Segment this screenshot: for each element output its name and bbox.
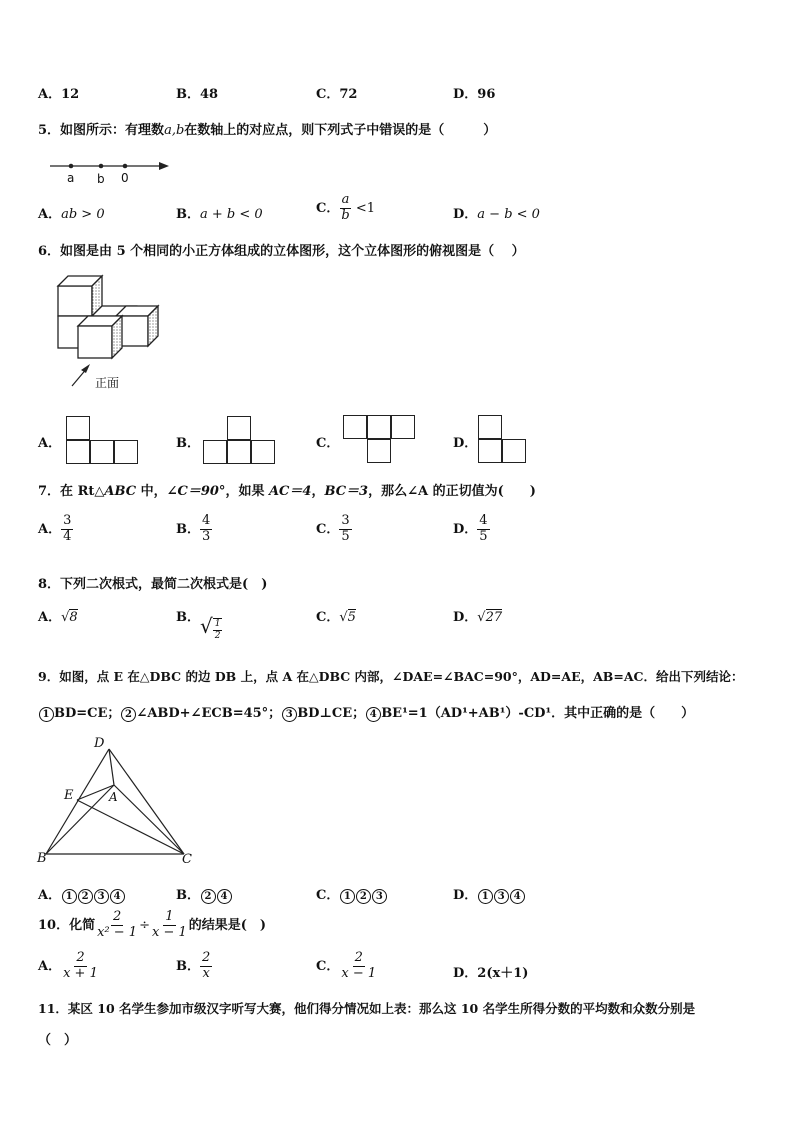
vertex-label-e: E xyxy=(64,788,74,803)
q7-option-c: C． $\frac{3}{5}$ xyxy=(316,513,350,544)
q8-option-c: C．√5 xyxy=(316,610,356,625)
number-line-arrow xyxy=(159,162,169,170)
q4-option-d: D．96 xyxy=(453,87,496,102)
q10-question: 10．化简 $\frac{2}{\text{x² − 1}}$ ÷ $\frac{1}{x - 1}$ 的结果是( ) xyxy=(38,909,267,940)
sqrt-icon: √ xyxy=(61,610,70,625)
triangle-figure xyxy=(36,736,200,868)
q9-question-line1: 9．如图，点 E 在△DBC 的边 DB 上，点 A 在△DBC 内部，∠DAE=∠BAC=90°，AD=AE，AB=AC．给出下列结论： xyxy=(38,669,744,684)
q8-question: 8．下列二次根式，最简二次根式是( ) xyxy=(38,577,268,592)
vertex-label-c: C xyxy=(182,852,192,867)
q9-option-b: B． 2 4 xyxy=(176,884,232,904)
q6-option-c-label: C． xyxy=(316,436,340,451)
q6-question: 6．如图是由 5 个相同的小正方体组成的立体图形，这个立体图形的俯视图是（ ） xyxy=(38,244,525,259)
q9-question-line2: 1 BD=CE； 2 ∠ABD+∠ECB=45°； 3 BD⊥CE； 4 BE¹=1（AD¹+AB¹）-CD¹．其中正确的是（ ） xyxy=(38,702,694,722)
axis-label-a: a xyxy=(67,171,75,185)
point-b xyxy=(99,164,104,169)
q4-option-c: C．72 xyxy=(316,87,358,102)
q7-option-d: D． $\frac{4}{5}$ xyxy=(453,513,488,544)
q9-option-c: C． 1 2 3 xyxy=(316,884,387,904)
q8-option-b-radical: √ $\frac{1}{2}$ xyxy=(200,614,221,641)
vertex-label-d: D xyxy=(94,736,105,751)
q5-question: 5．如图所示：有理数a,b在数轴上的对应点，则下列式子中错误的是（ ） xyxy=(38,123,497,138)
point-a xyxy=(69,164,74,169)
q6-option-b-figure xyxy=(203,416,279,466)
vertex-label-a: A xyxy=(109,790,118,804)
q6-option-d-label: D． xyxy=(453,436,478,451)
q10-option-d: D．2(x＋1) xyxy=(453,966,529,981)
q6-option-b-label: B． xyxy=(176,436,200,451)
q4-option-b: B．48 xyxy=(176,87,219,102)
sqrt-icon: √ xyxy=(200,614,213,638)
q8-option-a: A．√8 xyxy=(38,610,78,625)
q9-option-d: D． 1 3 4 xyxy=(453,884,525,904)
q9-option-a: A． 1 2 3 4 xyxy=(38,884,125,904)
sqrt-icon: √ xyxy=(477,610,486,625)
q10-option-a: A． $\frac{2}{x + 1}$ xyxy=(38,950,98,981)
q11-question-line2: （ ） xyxy=(38,1033,78,1048)
axis-label-b: b xyxy=(97,172,105,186)
q8-option-b: B． xyxy=(176,610,200,625)
q10-option-c: C． $\frac{2}{x - 1}$ xyxy=(316,950,377,981)
q11-question-line1: 11．某区 10 名学生参加市级汉字听写大赛，他们得分情况如上表：那么这 10 名学生所得分数的平均数和众数分别是 xyxy=(38,1001,696,1016)
vertex-label-b: B xyxy=(37,851,47,866)
sqrt-icon: √ xyxy=(339,610,348,625)
q7-question: 7．在 Rt△ABC 中，∠C＝90°，如果 AC＝4，BC＝3，那么∠A 的正切值为( ) xyxy=(38,484,536,499)
q5-option-a: A．ab > 0 xyxy=(38,207,105,222)
q4-option-a: A．12 xyxy=(38,87,80,102)
q7-option-a: A． $\frac{3}{4}$ xyxy=(38,513,72,544)
q7-option-b: B． $\frac{4}{3}$ xyxy=(176,513,211,544)
q6-option-a-label: A． xyxy=(38,436,62,451)
q8-option-d: D．√27 xyxy=(453,610,503,625)
q5-option-d: D．a − b < 0 xyxy=(453,207,540,222)
q5-option-c: C． $\frac{a}{b}$ <1 xyxy=(316,192,375,223)
number-line-figure xyxy=(45,155,175,187)
q10-option-b: B． $\frac{2}{x}$ xyxy=(176,950,211,981)
q6-option-c-figure xyxy=(343,415,419,465)
front-view-label: 正面 xyxy=(95,376,120,390)
point-zero xyxy=(123,164,128,169)
axis-label-zero: 0 xyxy=(121,171,129,185)
q6-option-d-figure xyxy=(478,415,530,465)
q5-option-b: B．a + b < 0 xyxy=(176,207,263,222)
q6-option-a-figure xyxy=(66,416,142,466)
